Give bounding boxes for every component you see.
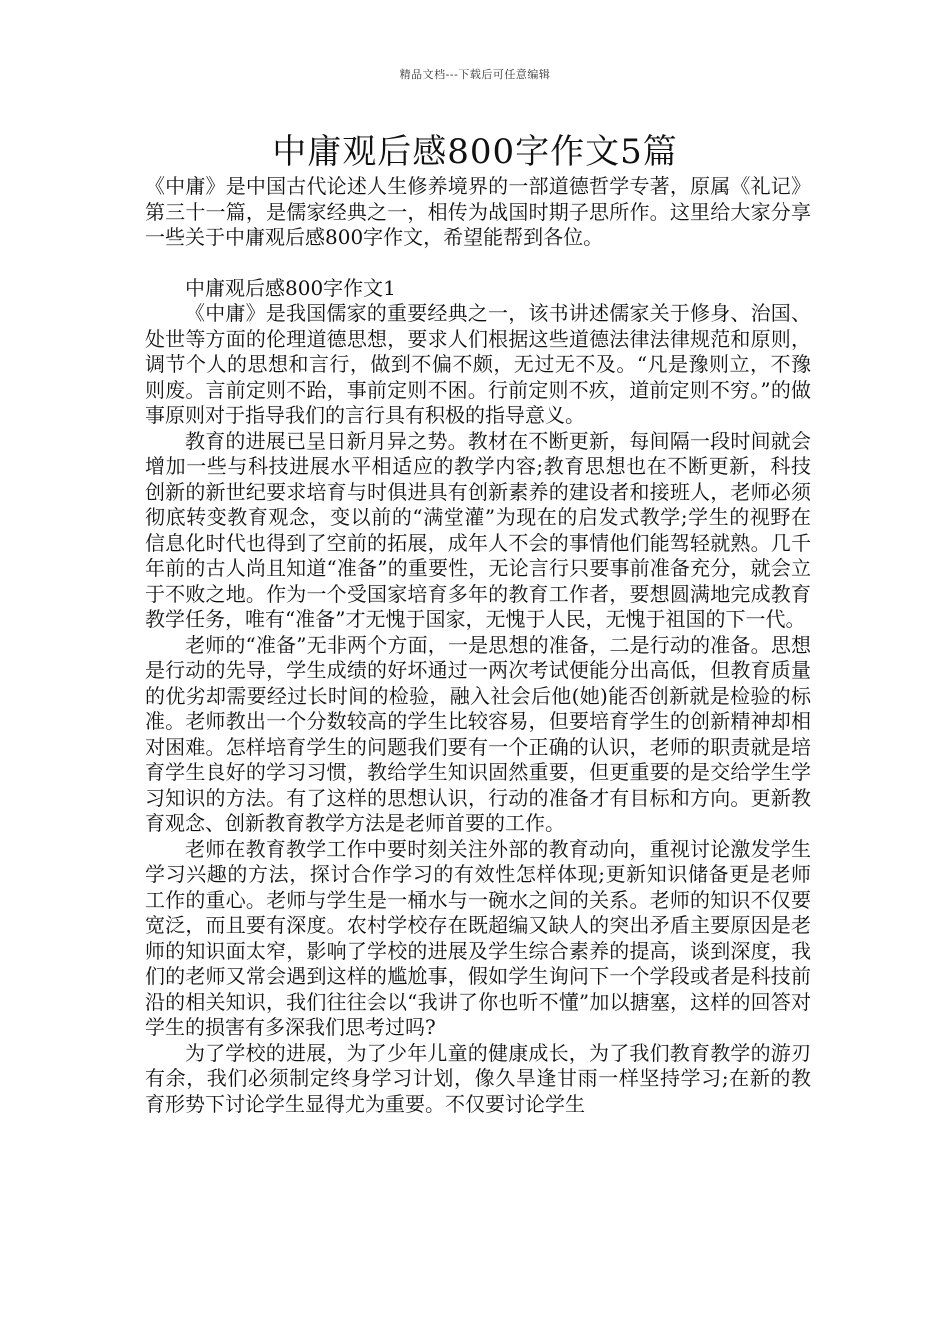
document-title: 中庸观后感800字作文5篇	[272, 132, 678, 172]
document-body	[145, 174, 811, 1117]
body-paragraph-2: 教育的进展已呈日新月异之势。教材在不断更新，每间隔一段时间就会增加一些与科技进展水平相适应的教学内容;教育思想也在不断更新，科技创新的新世纪要求培育与时俱进具有创新素养的建设者和接班人，老师必须彻底转变教育观念，变以前的“满堂灌”为现在的启发式教学;学生的视野在信息化时代也得到了空前的拓展，成年人不会的事情他们能驾轻就熟。几千年前的古人尚且知道“准备”的重要性，无论言行只要事前准备充分，就会立于不败之地。作为一个受国家培育多年的教育工作者，要想圆满地完成教育教学任务，唯有“准备”才无愧于国家，无愧于人民，无愧于祖国的下一代。	[145, 428, 811, 631]
intro-paragraph: 《中庸》是中国古代论述人生修养境界的一部道德哲学专著，原属《礼记》第三十一篇，是儒家经典之一，相传为战国时期子思所作。这里给大家分享一些关于中庸观后感800字作文，希望能帮到各位。	[145, 174, 811, 249]
body-paragraph-4: 老师在教育教学工作中要时刻关注外部的教育动向，重视讨论激发学生学习兴趣的方法，探讨合作学习的有效性怎样体现;更新知识储备更是老师工作的重心。老师与学生是一桶水与一碗水之间的关系。老师的知识不仅要宽泛，而且要有深度。农村学校存在既超编又缺人的突出矛盾主要原因是老师的知识面太窄，影响了学校的进展及学生综合素养的提高，谈到深度，我们的老师又常会遇到这样的尴尬事，假如学生询问下一个学段或者是科技前沿的相关知识，我们往往会以“我讲了你也听不懂”加以搪塞，这样的回答对学生的损害有多深我们思考过吗?	[145, 836, 811, 1039]
section-heading: 中庸观后感800字作文1	[185, 275, 396, 300]
body-paragraph-3: 老师的“准备”无非两个方面，一是思想的准备，二是行动的准备。思想是行动的先导，学生成绩的好坏通过一两次考试便能分出高低，但教育质量的优劣却需要经过长时间的检验，融入社会后他(她)能否创新就是检验的标准。老师教出一个分数较高的学生比较容易，但要培育学生的创新精神却相对困难。怎样培育学生的问题我们要有一个正确的认识，老师的职责就是培育学生良好的学习习惯，教给学生知识固然重要，但更重要的是交给学生学习知识的方法。有了这样的思想认识，行动的准备才有目标和方向。更新教育观念、创新教育教学方法是老师首要的工作。	[145, 632, 811, 835]
body-paragraph-1: 《中庸》是我国儒家的重要经典之一，该书讲述儒家关于修身、治国、处世等方面的伦理道德思想，要求人们根据这些道德法律法律规范和原则，调节个人的思想和言行，做到不偏不颇，无过无不及。“凡是豫则立，不豫则废。言前定则不跆，事前定则不困。行前定则不疚，道前定则不穷。”的做事原则对于指导我们的言行具有积极的指导意义。	[145, 301, 811, 427]
body-paragraph-5: 为了学校的进展，为了少年儿童的健康成长，为了我们教育教学的游刃有余，我们必须制定终身学习计划，像久旱逢甘雨一样坚持学习;在新的教育形势下讨论学生显得尤为重要。不仅要讨论学生	[145, 1040, 811, 1116]
header-note: 精品文档---下载后可任意编辑	[399, 68, 551, 81]
